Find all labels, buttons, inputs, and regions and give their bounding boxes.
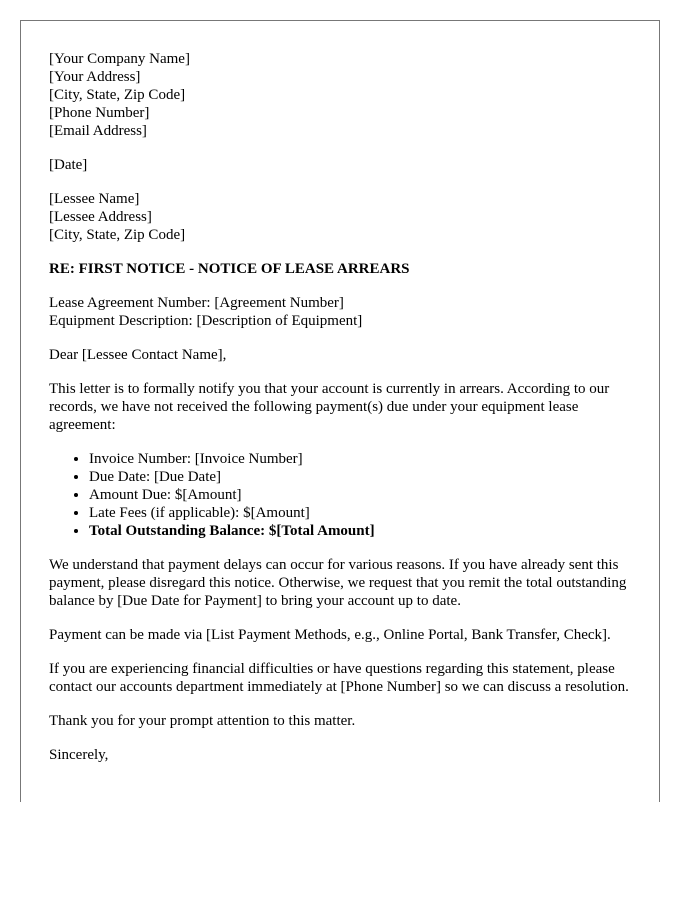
intro-paragraph: This letter is to formally notify you that your account is currently in arrears. According to our records, we have not received the following payment(s) due under your equipment lease agreement: bbox=[49, 381, 610, 433]
detail-amount-due: • Amount Due: $[Amount] bbox=[89, 486, 639, 504]
sender-email: [Email Address] bbox=[49, 123, 147, 139]
subject-line: RE: FIRST NOTICE - NOTICE OF LEASE ARREARS bbox=[49, 261, 410, 277]
sender-address: [Your Address] bbox=[49, 69, 141, 85]
recipient-city-state-zip: [City, State, Zip Code] bbox=[49, 227, 186, 243]
agreement-number: Lease Agreement Number: [Agreement Number] bbox=[49, 295, 344, 311]
detail-total-balance: • Total Outstanding Balance: $[Total Amount] bbox=[89, 522, 639, 540]
letter-date: [Date] bbox=[49, 157, 88, 173]
payment-details-list bbox=[49, 450, 639, 540]
detail-due-date: • Due Date: [Due Date] bbox=[89, 468, 639, 486]
date-block bbox=[49, 156, 639, 174]
salutation: Dear [Lessee Contact Name], bbox=[49, 347, 227, 363]
difficulties-paragraph: If you are experiencing financial difficulties or have questions regarding this statement, please contact our accounts department immediately at [Phone Number] so we can discuss a resolution. bbox=[49, 661, 629, 695]
sender-block bbox=[49, 50, 639, 140]
sender-phone: [Phone Number] bbox=[49, 105, 150, 121]
recipient-address: [Lessee Address] bbox=[49, 209, 152, 225]
detail-invoice-number: • Invoice Number: [Invoice Number] bbox=[89, 450, 639, 468]
thanks-paragraph: Thank you for your prompt attention to this matter. bbox=[49, 713, 356, 729]
sender-city-state-zip: [City, State, Zip Code] bbox=[49, 87, 186, 103]
sender-company: [Your Company Name] bbox=[49, 51, 190, 67]
equipment-description: Equipment Description: [Description of Equipment] bbox=[49, 313, 363, 329]
closing: Sincerely, bbox=[49, 747, 109, 763]
recipient-block bbox=[49, 190, 639, 244]
letter-page bbox=[20, 20, 660, 802]
detail-late-fees: • Late Fees (if applicable): $[Amount] bbox=[89, 504, 639, 522]
payment-methods-paragraph: Payment can be made via [List Payment Methods, e.g., Online Portal, Bank Transfer, Check]. bbox=[49, 627, 611, 643]
reference-block bbox=[49, 294, 639, 330]
letter-content bbox=[49, 50, 639, 780]
understand-paragraph: We understand that payment delays can occur for various reasons. If you have already sent this payment, please disregard this notice. Otherwise, we request that you remit the total outstanding balance by [Due Date for Payment] to bring your account up to date. bbox=[49, 557, 627, 609]
recipient-name: [Lessee Name] bbox=[49, 191, 140, 207]
